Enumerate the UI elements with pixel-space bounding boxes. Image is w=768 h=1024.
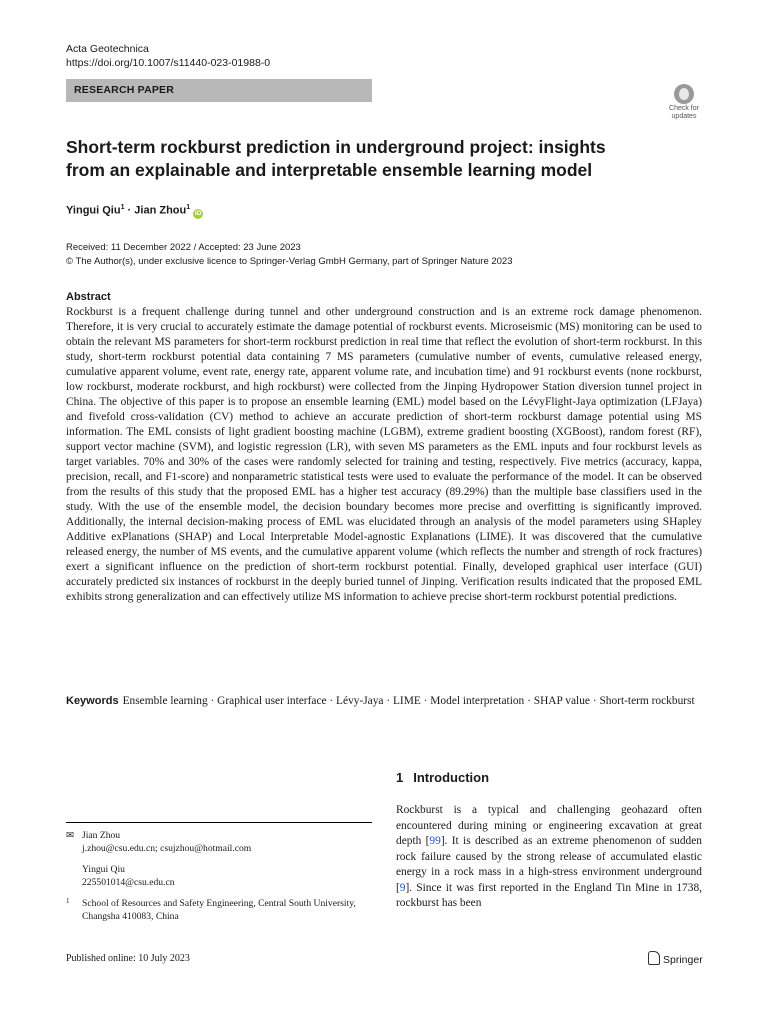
section-number: 1 [396, 770, 404, 785]
contact-emails[interactable]: j.zhou@csu.edu.cn; csujzhou@hotmail.com [82, 843, 252, 854]
intro-text: ]. Since it was first reported in the England Tin Mine in 1738, rockburst has been [396, 881, 702, 909]
intro-text: Rockburst is a typical and challenging geohazard often encountered during mining or engineering excavation at great depth [ [396, 804, 702, 847]
section-heading-introduction [396, 770, 489, 785]
affiliation [66, 897, 372, 923]
author-name[interactable]: Yingui Qiu [66, 204, 121, 217]
springer-horse-icon [648, 951, 660, 965]
corresponding-author [66, 829, 372, 855]
affiliation-number: 1 [66, 897, 70, 905]
contact-name: Jian Zhou [82, 830, 121, 841]
affiliation-text: School of Resources and Safety Engineering, Central South University, Changsha 410083, China [82, 898, 356, 922]
author-footnotes [66, 829, 372, 923]
affiliation-mark: 1 [186, 204, 191, 211]
coauthor-contact [66, 863, 372, 889]
section-title: Introduction [413, 770, 490, 785]
keywords-list: Ensemble learning · Graphical user interface · Lévy-Jaya · LIME · Model interpretation · SHAP value · Short-term rockburst [122, 695, 695, 707]
author-list [66, 204, 203, 219]
orcid-icon[interactable]: iD [194, 209, 202, 217]
article-type-bar [66, 79, 372, 102]
copyright-notice: © The Author(s), under exclusive licence to Springer-Verlag GmbH Germany, part of Springer Nature 2023 [66, 256, 513, 267]
keywords [66, 694, 702, 709]
author-separator: · [124, 204, 135, 217]
abstract-heading: Abstract [66, 291, 111, 303]
intro-text: ]. It is described as an extreme phenomenon of sudden rock failure caused by the strong release of accumulated elastic energy in a rock mass in a high-stress environment underground [ [396, 835, 702, 894]
published-online-date: Published online: 10 July 2023 [66, 953, 190, 964]
keywords-heading: Keywords [66, 695, 119, 707]
envelope-icon: ✉ [66, 830, 75, 841]
check-for-updates-badge[interactable] [664, 84, 704, 126]
doi-link[interactable]: https://doi.org/10.1007/s11440-023-01988-0 [66, 57, 271, 69]
author-name[interactable]: Jian Zhou [134, 204, 187, 217]
publisher-logo [648, 951, 703, 966]
affiliation-mark: 1 [120, 204, 125, 211]
check-updates-icon [674, 84, 694, 104]
contact-name: Yingui Qiu [82, 864, 125, 875]
check-updates-label: Check for updates [669, 105, 699, 120]
contact-email[interactable]: 225501014@csu.edu.cn [82, 877, 175, 888]
article-type-label: RESEARCH PAPER [74, 84, 175, 96]
citation-link[interactable]: 9 [399, 881, 406, 894]
citation-link[interactable]: 99 [429, 835, 441, 847]
introduction-paragraph [396, 803, 702, 912]
abstract-text: Rockburst is a frequent challenge during tunnel and other underground construction and is an extreme rock damage phenomenon. Therefore, it is very crucial to accurately estimate the damage potential of rockburst events. Microseismic (MS) monitoring can be used to obtain the relevant MS parameters for short-term rockburst prediction in real time that reflect the evolution of short-term rockburst. In this study, short-term rockburst potential data containing 7 MS parameters (cumulative number of events, cumulative released energy, cumulative apparent volume, event rate, energy rate, apparent volume rate, and incubation time) and 91 rockburst events (none rockburst, low rockburst, moderate rockburst, and high rockburst) were collected from the Jinping Hydropower Station diversion tunnel project in China. The objective of this paper is to propose an ensemble learning (EML) model based on the LévyFlight-Jaya optimization (LFJaya) and fivefold cross-validation (CV) method to achieve an accurate prediction of short-term rockburst damage potential using MS information. The EML consists of light gradient boosting machine (LGBM), extreme gradient boosting (XGBoost), random forest (RF), support vector machine (SVM), and logistic regression (LR), with seven MS parameters as the EML inputs and four rockburst levels as target variables. 70% and 30% of the cases were randomly selected for training and testing, respectively. Five metrics (accuracy, kappa, precision, recall, and F1-score) and nonparametric statistical tests were used to evaluate the performance of the model. It can be observed from the results of this study that the proposed EML has a higher test accuracy (89.29%) than the multiple base classifiers used in the study. With the use of the ensemble model, the decision boundary becomes more precise and overfitting is significantly improved. Additionally, the internal decision-making process of EML was elucidated through an analysis of the model parameters using SHapley Additive exPlanations (SHAP) and Local Interpretable Model-agnostic Explanations (LIME). It was discovered that the cumulative released energy, the number of MS events, and the cumulative apparent volume (which reflects the number and strength of rock fractures) exert a significant influence on the prediction of short-term rockburst potential. Finally, developed graphical user interface (GUI) accurately predicted six instances of rockburst in the deeply buried tunnel of Jinping. Verification results indicated that the proposed EML exhibits strong generalization and can effectively utilize MS information to achieve precise short-term rockburst potential predictions. [66, 306, 702, 603]
received-accepted-dates: Received: 11 December 2022 / Accepted: 23 June 2023 [66, 242, 301, 253]
publisher-name: Springer [663, 954, 703, 966]
footnote-divider [66, 822, 372, 823]
paper-title: Short-term rockburst prediction in underground project: insights from an explainable and interpretable ensemble learning model [66, 137, 606, 180]
journal-name: Acta Geotechnica [66, 43, 149, 55]
